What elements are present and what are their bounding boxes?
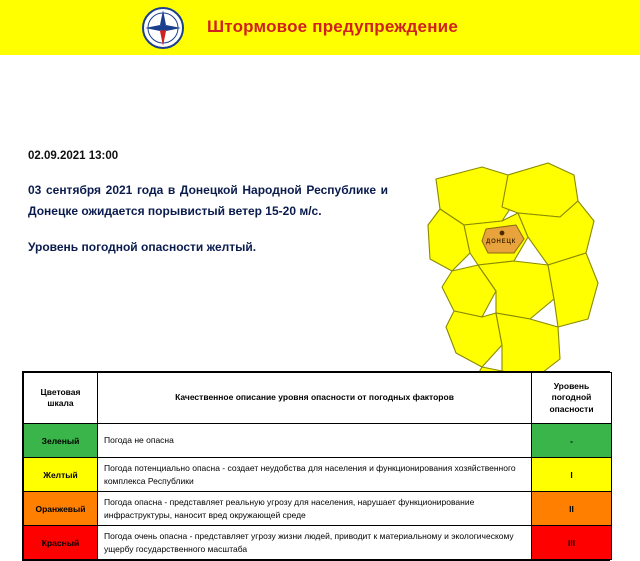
table-row (24, 492, 612, 526)
notice-text-block (28, 150, 388, 254)
page-title: Штормовое предупреждение (207, 17, 458, 36)
danger-level-legend-table (22, 371, 610, 561)
row-color-name: Желтый (24, 458, 98, 492)
row-level: II (532, 492, 612, 526)
map-city-label: ДОНЕЦК (486, 239, 517, 245)
row-color-name: Красный (24, 526, 98, 560)
page-header (0, 0, 640, 55)
header-danger-level: Уровень погодной опасности (532, 373, 612, 424)
row-level: III (532, 526, 612, 560)
table-row (24, 424, 612, 458)
table-row (24, 526, 612, 560)
header-description: Качественное описание уровня опасности от погодных факторов (98, 373, 532, 424)
row-color-name: Оранжевый (24, 492, 98, 526)
compass-rose-icon (141, 6, 185, 50)
row-level: I (532, 458, 612, 492)
notice-body: 03 сентября 2021 года в Донецкой Народной Республике и Донецке ожидается порывистый ветер 15-20 м/с. (28, 183, 388, 218)
header-color-scale: Цветовая шкала (24, 373, 98, 424)
table-header-row (24, 373, 612, 424)
row-color-name: Зеленый (24, 424, 98, 458)
row-description: Погода очень опасна - представляет угрозу жизни людей, приводит к материальному и экологическому ущербу государственного масштаба (98, 526, 532, 560)
table-row (24, 458, 612, 492)
donetsk-region-map (398, 113, 626, 413)
row-description: Погода не опасна (98, 424, 532, 458)
notice-level-line: Уровень погодной опасности желтый. (28, 240, 257, 254)
notice-datetime: 02.09.2021 13:00 (28, 150, 119, 162)
row-level: - (532, 424, 612, 458)
notice-content (0, 55, 640, 365)
row-description: Погода опасна - представляет реальную угрозу для населения, нарушает функционирование инфраструктуры, наносит вред окружающей среде (98, 492, 532, 526)
row-description: Погода потенциально опасна - создает неудобства для населения и функционирования хозяйственного комплекса Республики (98, 458, 532, 492)
